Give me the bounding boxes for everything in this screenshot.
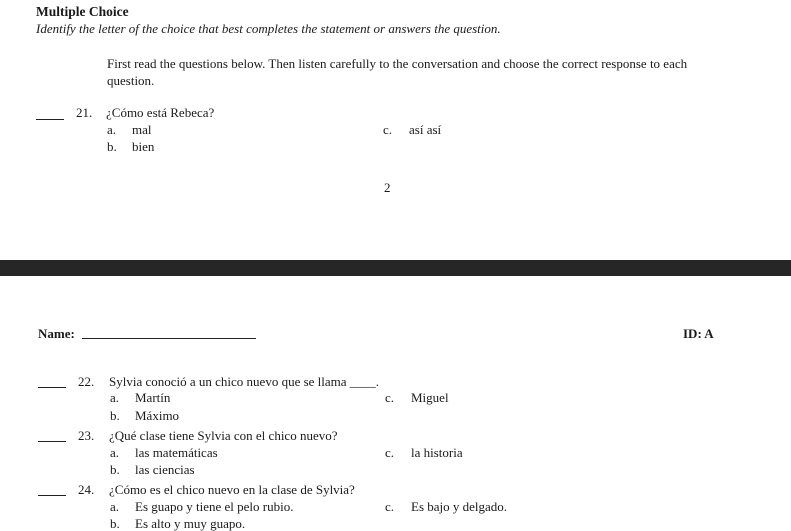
choice-text: así así bbox=[409, 122, 442, 137]
name-field[interactable] bbox=[82, 338, 256, 339]
question-number: 24. bbox=[78, 482, 95, 497]
choice-letter: b. bbox=[107, 139, 117, 154]
question-number: 22. bbox=[78, 374, 95, 389]
answer-blank[interactable] bbox=[38, 387, 66, 388]
question-text: Sylvia conoció a un chico nuevo que se llama ____. bbox=[109, 374, 380, 389]
choice-text: Es bajo y delgado. bbox=[411, 499, 508, 514]
answer-blank[interactable] bbox=[38, 495, 66, 496]
choice-letter: a. bbox=[107, 122, 117, 137]
choice-text: la historia bbox=[411, 445, 463, 460]
choice-letter: c. bbox=[385, 499, 395, 514]
choice-text: las matemáticas bbox=[135, 445, 218, 460]
choice-letter: c. bbox=[385, 390, 395, 405]
instructions: Identify the letter of the choice that best completes the statement or answers the question. bbox=[36, 21, 501, 36]
page-number: 2 bbox=[384, 180, 391, 195]
answer-blank[interactable] bbox=[36, 119, 64, 120]
choice-text: Es alto y muy guapo. bbox=[135, 516, 246, 531]
section-title: Multiple Choice bbox=[36, 4, 129, 19]
choice-letter: a. bbox=[110, 390, 120, 405]
choice-text: Máximo bbox=[135, 408, 180, 423]
choice-text: Martín bbox=[135, 390, 171, 405]
choice-letter: c. bbox=[383, 122, 393, 137]
question-text: ¿Cómo está Rebeca? bbox=[106, 105, 215, 120]
question-number: 23. bbox=[78, 428, 95, 443]
choice-letter: b. bbox=[110, 516, 120, 531]
choice-text: bien bbox=[132, 139, 155, 154]
choice-letter: a. bbox=[110, 445, 120, 460]
question-number: 21. bbox=[76, 105, 93, 120]
choice-letter: b. bbox=[110, 462, 120, 477]
question-text: ¿Qué clase tiene Sylvia con el chico nuevo? bbox=[109, 428, 338, 443]
choice-letter: c. bbox=[385, 445, 395, 460]
choice-text: Miguel bbox=[411, 390, 449, 405]
id-label: ID: A bbox=[683, 326, 714, 341]
listening-directions: First read the questions below. Then listen carefully to the conversation and choose the correct response to each question. bbox=[107, 56, 688, 88]
choice-letter: b. bbox=[110, 408, 120, 423]
choice-text: Es guapo y tiene el pelo rubio. bbox=[135, 499, 294, 514]
page-divider bbox=[0, 260, 791, 276]
answer-blank[interactable] bbox=[38, 441, 66, 442]
choice-text: las ciencias bbox=[135, 462, 195, 477]
name-label: Name: bbox=[38, 326, 75, 341]
choice-text: mal bbox=[132, 122, 152, 137]
choice-letter: a. bbox=[110, 499, 120, 514]
question-text: ¿Cómo es el chico nuevo en la clase de Sylvia? bbox=[109, 482, 355, 497]
